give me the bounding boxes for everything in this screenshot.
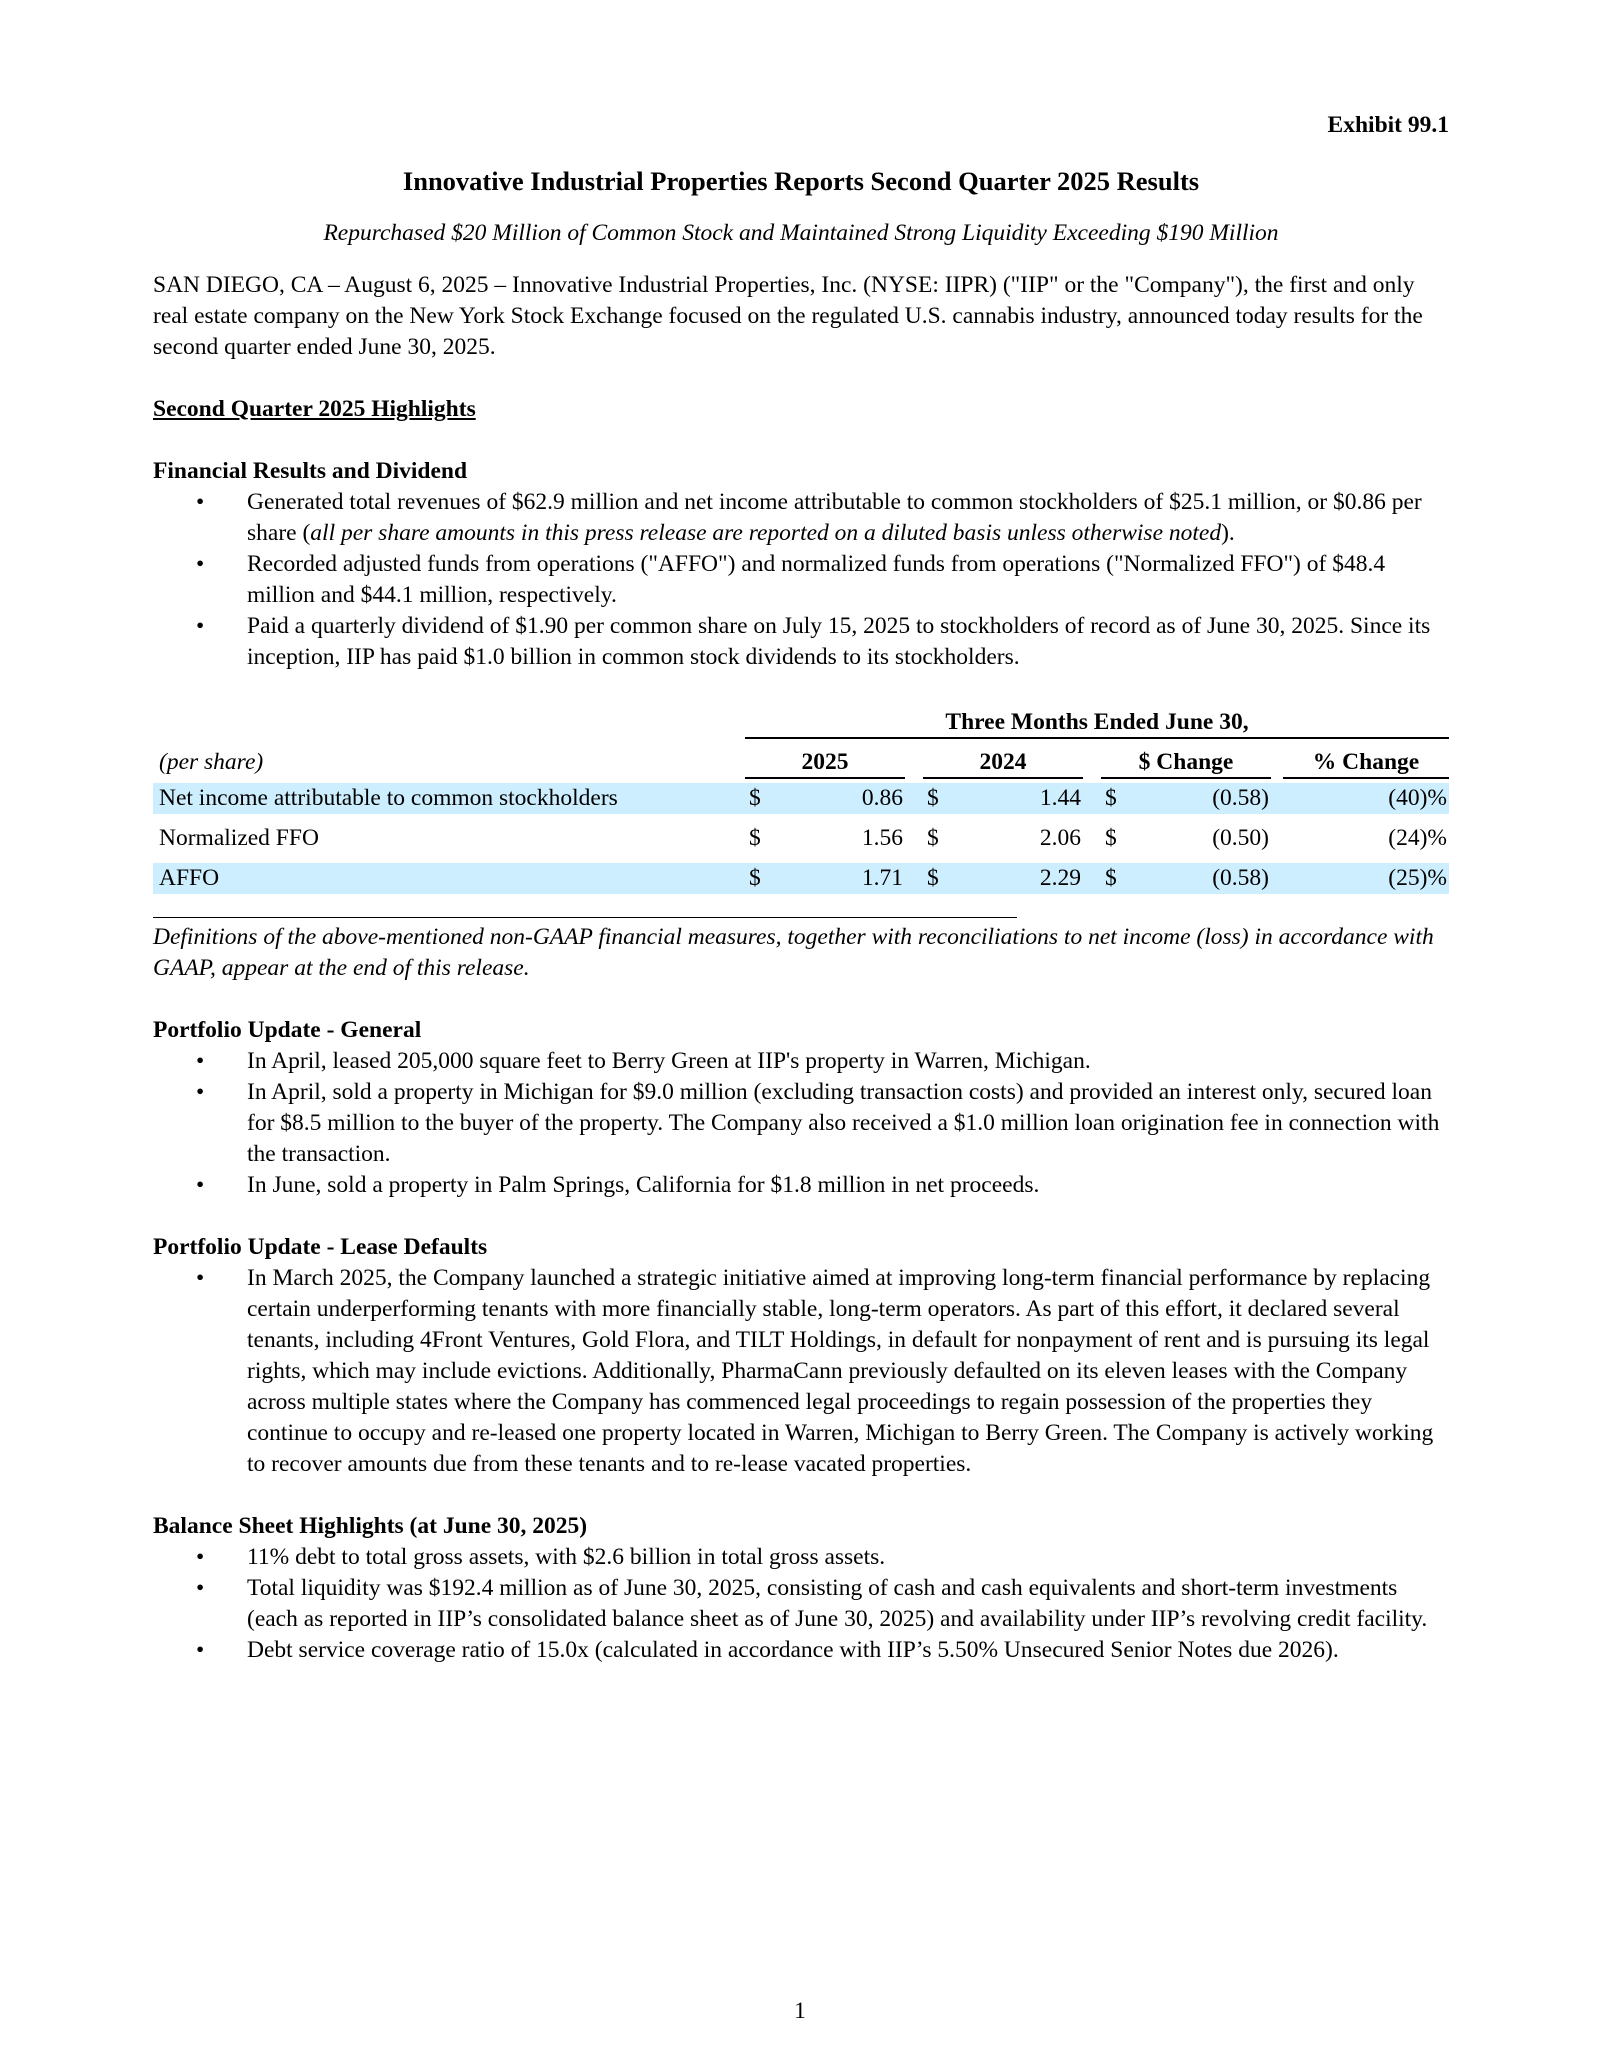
list-item: • 11% debt to total gross assets, with $2.6 billion in total gross assets.	[153, 1542, 1449, 1573]
table-cell: 0.86	[861, 785, 903, 811]
table-cell: 1.71	[861, 865, 903, 891]
table-row-label: AFFO	[159, 865, 220, 891]
bullet-icon: •	[196, 489, 205, 515]
financial-heading: Financial Results and Dividend	[153, 458, 468, 484]
list-item: • In April, leased 205,000 square feet to Berry Green at IIP's property in Warren, Michigan.	[153, 1046, 1449, 1077]
table-row-label: Normalized FFO	[159, 825, 319, 851]
financial-bullets	[153, 487, 1449, 673]
column-header: $ Change	[1138, 749, 1234, 775]
table-cell: (0.58)	[1212, 865, 1269, 891]
balance-sheet-bullets	[153, 1542, 1449, 1666]
list-item: • Generated total revenues of $62.9 million and net income attributable to common stockholders of $25.1 million, or $0.86 per share (all per share amounts in this press release are reported on a diluted basis unless otherwise noted).	[196, 489, 1422, 546]
footnote-divider	[153, 917, 1017, 918]
list-item: • Debt service coverage ratio of 15.0x (calculated in accordance with IIP’s 5.50% Unsecured Senior Notes due 2026).	[153, 1635, 1449, 1666]
table-cell: 1.44	[1039, 785, 1081, 811]
table-cell: 2.06	[1039, 825, 1081, 851]
highlights-heading: Second Quarter 2025 Highlights	[153, 396, 476, 422]
table-cell: (25)%	[1388, 865, 1447, 891]
page-title: Innovative Industrial Properties Reports Second Quarter 2025 Results	[402, 166, 1200, 196]
subtitle: Repurchased $20 Million of Common Stock and Maintained Strong Liquidity Exceeding $190 Million	[323, 220, 1279, 246]
list-item: • Paid a quarterly dividend of $1.90 per common share on July 15, 2025 to stockholders of record as of June 30, 2025. Since its inception, IIP has paid $1.0 billion in common stock dividends to its stockholders.	[196, 613, 1431, 670]
table-row-label: Net income attributable to common stockholders	[159, 785, 618, 811]
definitions-note: Definitions of the above-mentioned non-GAAP financial measures, together with reconciliations to net income (loss) in accordance with GAAP, appear at the end of this release.	[153, 924, 1434, 981]
row-label-header: (per share)	[159, 749, 264, 775]
portfolio-defaults-bullets	[153, 1263, 1449, 1480]
table-cell: 1.56	[861, 825, 903, 851]
bullet-icon: •	[196, 1048, 205, 1074]
bullet-icon: •	[196, 613, 205, 639]
portfolio-general-bullets	[153, 1046, 1449, 1201]
bullet-icon: •	[196, 551, 205, 577]
bullet-icon: •	[196, 1544, 205, 1570]
bullet-icon: •	[196, 1265, 205, 1291]
bullet-icon: •	[196, 1172, 205, 1198]
bullet-icon: •	[196, 1637, 205, 1663]
group-header: Three Months Ended June 30,	[945, 709, 1249, 735]
list-item: • In June, sold a property in Palm Springs, California for $1.8 million in net proceeds.	[153, 1170, 1449, 1201]
table-cell: 2.29	[1039, 865, 1081, 891]
balance-sheet-heading: Balance Sheet Highlights (at June 30, 2025)	[153, 1513, 588, 1539]
bullet-icon: •	[196, 1079, 205, 1105]
list-item: • Recorded adjusted funds from operations ("AFFO") and normalized funds from operations ("Normalized FFO") of $48.4 million and $44.1 million, respectively.	[196, 551, 1386, 608]
table-cell: (24)%	[1388, 825, 1447, 851]
bullet-icon: •	[196, 1575, 205, 1601]
table-cell: (0.58)	[1212, 785, 1269, 811]
column-header: 2025	[801, 749, 849, 775]
column-header: % Change	[1312, 749, 1420, 775]
exhibit-label: Exhibit 99.1	[1327, 112, 1449, 138]
intro-paragraph: SAN DIEGO, CA – August 6, 2025 – Innovative Industrial Properties, Inc. (NYSE: IIPR) ("IIP" or the "Company"), the first and only real estate company on the New York Stock Exchange focused on the regulated U.S. cannabis industry, announced today results for the second quarter ended June 30, 2025.	[153, 272, 1423, 360]
document-page	[153, 110, 1449, 1666]
table-cell: (0.50)	[1212, 825, 1269, 851]
list-item: • In April, sold a property in Michigan for $9.0 million (excluding transaction costs) and provided an interest only, secured loan for $8.5 million to the buyer of the property. The Company also received a $1.0 million loan origination fee in connection with the transaction.	[196, 1079, 1440, 1167]
table-cell: (40)%	[1388, 785, 1447, 811]
portfolio-defaults-heading: Portfolio Update - Lease Defaults	[153, 1234, 488, 1260]
per-share-table: Three Months Ended June 30, (per share) 2025 2024 $ Change % Change Net income attributable to common stockholders $ 0.86 $ 1.44 $ (0.58) (40)% Normalized FFO $ 1.56 $ 2.06 $ (0.50) (24)% AFFO $ 1.71 $ 2.29 $ (0.58) (25)%	[153, 703, 1449, 913]
column-header: 2024	[979, 749, 1027, 775]
list-item: • In March 2025, the Company launched a strategic initiative aimed at improving long-term financial performance by replacing certain underperforming tenants with more financially stable, long-term operators. As part of this effort, it declared several tenants, including 4Front Ventures, Gold Flora, and TILT Holdings, in default for nonpayment of rent and is pursuing its legal rights, which may include evictions. Additionally, PharmaCann previously defaulted on its eleven leases with the Company across multiple states where the Company has commenced legal proceedings to regain possession of the properties they continue to occupy and re-leased one property located in Warren, Michigan to Berry Green. The Company is actively working to recover amounts due from these tenants and to re-lease vacated properties.	[196, 1265, 1434, 1477]
page-number: 1	[794, 1998, 806, 2024]
portfolio-general-heading: Portfolio Update - General	[153, 1017, 422, 1043]
list-item: • Total liquidity was $192.4 million as of June 30, 2025, consisting of cash and cash equivalents and short-term investments (each as reported in IIP’s consolidated balance sheet as of June 30, 2025) and availability under IIP’s revolving credit facility.	[196, 1575, 1428, 1632]
